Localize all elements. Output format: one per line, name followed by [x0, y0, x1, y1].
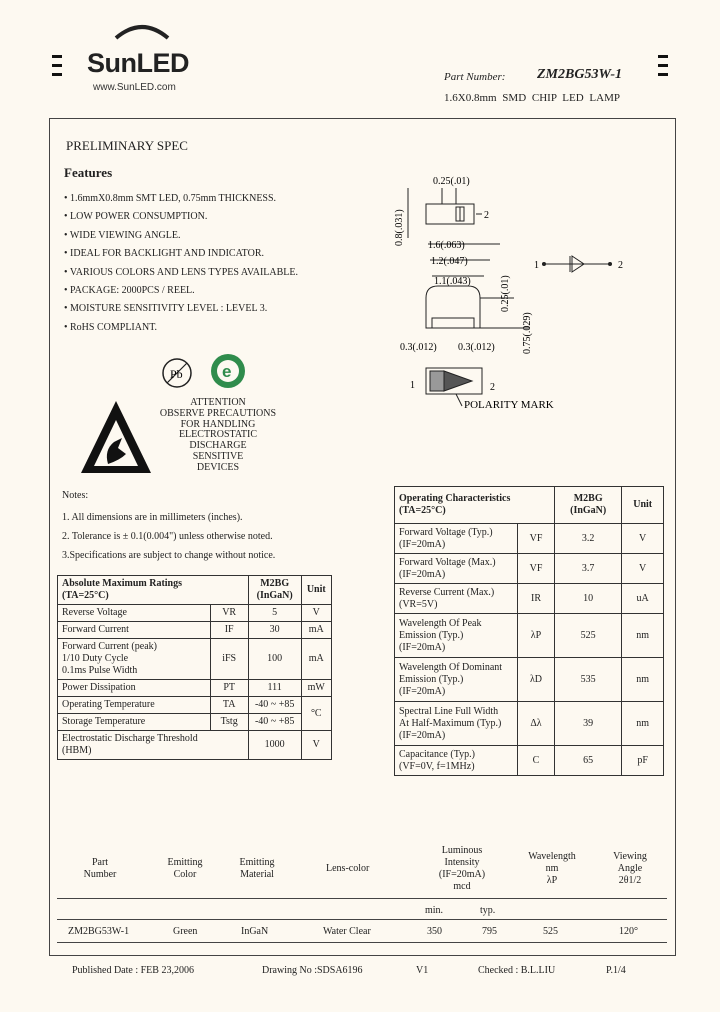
attention-line: OBSERVE PRECAUTIONS	[159, 407, 277, 419]
row-material: InGaN	[241, 926, 269, 937]
footer-version: V1	[416, 965, 429, 976]
absolute-max-ratings-table	[57, 575, 332, 760]
footer-published-date: Published Date : FEB 23,2006	[72, 965, 194, 976]
rohs-icon	[209, 352, 247, 390]
row-min-intensity: 350	[427, 926, 442, 937]
features-title: Features	[64, 165, 113, 180]
table-row: Electrostatic Discharge Threshold (HBM) 1000 V	[58, 731, 332, 760]
right-menu-bar-2	[658, 64, 668, 67]
table-row: Forward Current IF 30 mA	[58, 622, 332, 639]
package-dimension-diagram	[380, 168, 670, 418]
hdr-wavelength: Wavelength nm λP	[528, 851, 576, 886]
part-number-label: Part Number:	[444, 71, 506, 83]
abs-max-header: Absolute Maximum Ratings (TA=25°C) M2BG (InGaN) Unit	[58, 576, 332, 605]
feature-item: • MOISTURE SENSITIVITY LEVEL : LEVEL 3.	[64, 303, 268, 315]
sub-typ: typ.	[480, 905, 496, 916]
table-row: Wavelength Of Peak Emission (Typ.) (IF=20mA) λP 525 nm	[395, 614, 664, 658]
hdr-part-number: Part Number	[83, 857, 117, 880]
pb-free-icon	[160, 356, 194, 390]
left-menu-bar-2	[52, 64, 62, 67]
spec-title: PRELIMINARY SPEC	[66, 138, 188, 153]
row-lens: Water Clear	[323, 926, 371, 937]
attention-line: FOR HANDLING	[180, 418, 256, 430]
feature-item: • WIDE VIEWING ANGLE.	[64, 229, 181, 241]
op-char-condition: (TA=25°C)	[399, 505, 446, 516]
hdr-luminous-intensity: Luminous Intensity (IF=20mA) mcd	[438, 845, 486, 892]
dim-16-063: 1.6(.063)	[428, 240, 465, 251]
footer-drawing-number: Drawing No :SDSA6196	[262, 965, 363, 976]
row-viewing-angle: 120°	[619, 926, 638, 937]
abs-max-title: Absolute Maximum Ratings	[62, 578, 183, 589]
feature-item: • PACKAGE: 2000PCS / REEL.	[64, 285, 195, 297]
table-row: Wavelength Of Dominant Emission (Typ.) (IF=20mA) λD 535 nm	[395, 658, 664, 702]
polarity-mark: POLARITY MARK	[464, 399, 554, 411]
sun-arc-icon	[112, 22, 172, 40]
selection-row-divider	[57, 942, 667, 943]
right-menu-bar-1	[658, 55, 668, 58]
selection-bottom-divider	[57, 919, 667, 920]
table-row: Operating Temperature TA -40 ~ +85 °C	[58, 697, 332, 714]
table-row: Forward Voltage (Typ.) (IF=20mA) VF 3.2 V	[395, 524, 664, 554]
pin2-top: 2	[484, 210, 489, 221]
op-char-title: Operating Characteristics	[399, 493, 511, 504]
feature-item: • IDEAL FOR BACKLIGHT AND INDICATOR.	[64, 248, 264, 260]
table-row: Reverse Current (Max.) (VR=5V) IR 10 uA	[395, 584, 664, 614]
table-row: Capacitance (Typ.) (VF=0V, f=1MHz) C 65 pF	[395, 746, 664, 776]
selection-top-divider	[57, 898, 667, 899]
table-row: Power Dissipation PT 111 mW	[58, 680, 332, 697]
notes-list	[62, 508, 275, 565]
dim-075-029: 0.75(.029)	[522, 312, 533, 354]
row-wavelength: 525	[543, 926, 558, 937]
row-typ-intensity: 795	[482, 926, 497, 937]
feature-item: • LOW POWER CONSUMPTION.	[64, 211, 208, 223]
feature-item: • VARIOUS COLORS AND LENS TYPES AVAILABLE.	[64, 266, 299, 278]
pb-label: Pb	[170, 367, 183, 381]
note-item: 3.Specifications are subject to change without notice.	[62, 550, 276, 561]
company-website[interactable]: www.SunLED.com	[93, 82, 176, 93]
product-description: 1.6X0.8mm SMD CHIP LED LAMP	[444, 92, 620, 104]
attention-line: ELECTROSTATIC	[178, 429, 258, 441]
table-row: Forward Voltage (Max.) (IF=20mA) VF 3.7 V	[395, 554, 664, 584]
attention-line: DISCHARGE	[189, 440, 247, 452]
esd-attention	[158, 398, 278, 474]
dim-03-012-right: 0.3(.012)	[458, 342, 495, 353]
dim-03-012-left: 0.3(.012)	[400, 342, 437, 353]
company-logo: SunLED	[87, 48, 189, 78]
rohs-label: e	[222, 362, 232, 381]
feature-item: • 1.6mmX0.8mm SMT LED, 0.75mm THICKNESS.	[64, 193, 277, 204]
dim-025-01-top: 0.25(.01)	[433, 176, 470, 187]
feature-item: • RoHS COMPLIANT.	[64, 321, 158, 333]
hdr-emitting-material: Emitting Material	[239, 857, 275, 880]
esd-warning-icon	[78, 398, 154, 476]
attention-line: DEVICES	[196, 461, 240, 473]
part-number: ZM2BG53W-1	[537, 67, 623, 82]
left-menu-bar-1	[52, 55, 62, 58]
row-color: Green	[173, 926, 198, 937]
attention-line: ATTENTION	[190, 397, 246, 408]
hdr-viewing-angle: Viewing Angle 2θ1/2	[613, 851, 647, 886]
right-menu-bar-3	[658, 73, 668, 76]
dim-11-043: 1.1(.043)	[434, 276, 471, 287]
table-row: Reverse Voltage VR 5 V	[58, 605, 332, 622]
dim-12-047: 1.2(.047)	[431, 256, 468, 267]
table-row: Storage Temperature Tstg -40 ~ +85	[58, 714, 332, 731]
pin2-bottom: 2	[490, 382, 495, 393]
op-char-header: Operating Characteristics (TA=25°C) M2BG (InGaN) Unit	[395, 487, 664, 524]
table-row: Spectral Line Full Width At Half-Maximum (Typ.) (IF=20mA) Δλ 39 nm	[395, 702, 664, 746]
row-part-number: ZM2BG53W-1	[68, 926, 130, 937]
left-menu-bar-3	[52, 73, 62, 76]
dim-025-01-side: 0.25(.01)	[500, 275, 511, 312]
hdr-emitting-color: Emitting Color	[167, 857, 203, 880]
hdr-lens-color: Lens-color	[326, 863, 370, 874]
footer-checked: Checked : B.L.LIU	[478, 965, 556, 976]
circuit-pin2: 2	[618, 260, 623, 271]
operating-characteristics-table	[394, 486, 664, 776]
features-list	[64, 190, 298, 337]
abs-max-condition: (TA=25°C)	[62, 590, 109, 601]
note-item: 1. All dimensions are in millimeters (inches).	[62, 512, 243, 523]
dim-08-031: 0.8(.031)	[394, 209, 405, 246]
table-row: Forward Current (peak) 1/10 Duty Cycle 0.1ms Pulse Width iFS 100 mA	[58, 639, 332, 680]
notes-title: Notes:	[62, 490, 89, 501]
circuit-pin1: 1	[534, 260, 539, 271]
sub-min: min.	[425, 905, 444, 916]
footer-page: P.1/4	[606, 965, 626, 976]
pin1-bottom: 1	[410, 380, 415, 391]
note-item: 2. Tolerance is ± 0.1(0.004") unless otherwise noted.	[62, 531, 273, 542]
attention-line: SENSITIVE	[192, 450, 244, 462]
